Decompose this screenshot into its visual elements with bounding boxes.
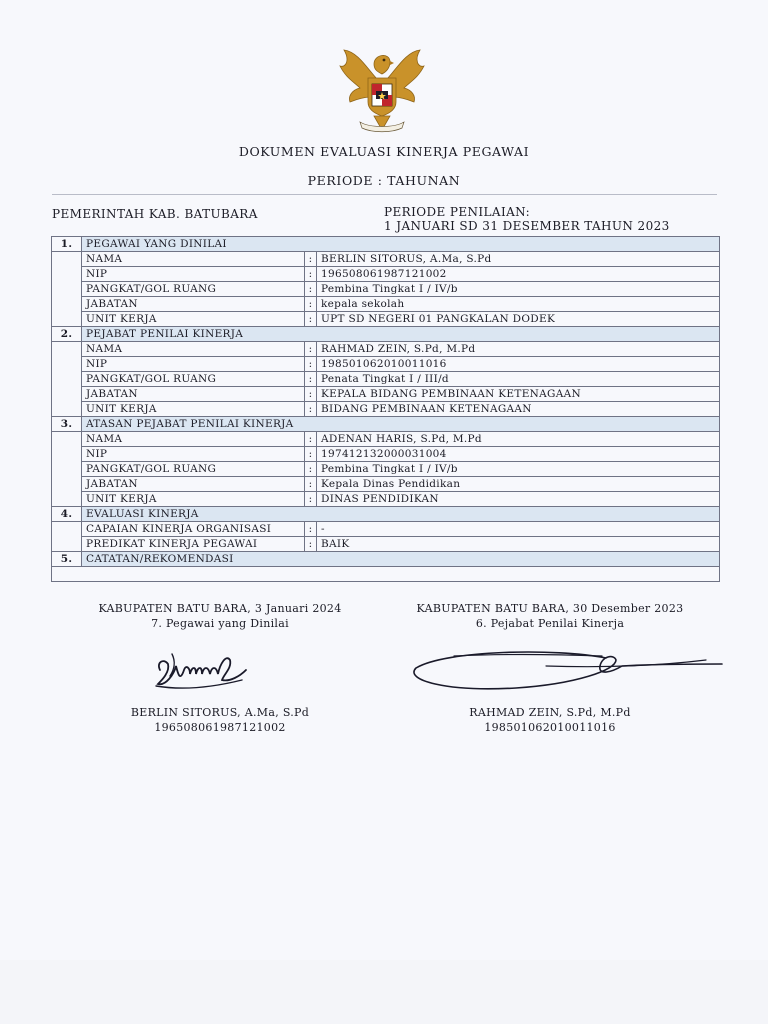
colon: : [305,312,317,327]
colon: : [305,252,317,267]
field-label: NIP [82,267,305,282]
field-value: 197412132000031004 [317,447,720,462]
field-value: Kepala Dinas Pendidikan [317,477,720,492]
pemerintah-label: PEMERINTAH KAB. BATUBARA [52,207,258,221]
periode-penilaian-label: PERIODE PENILAIAN: [384,205,531,219]
colon: : [305,372,317,387]
notes-row [52,567,720,582]
field-value: BAIK [317,537,720,552]
right-signature-icon [406,644,726,700]
table-row [52,357,720,372]
right-place-date: KABUPATEN BATU BARA, 30 Desember 2023 [416,602,684,615]
colon: : [305,342,317,357]
colon: : [305,432,317,447]
field-label: PANGKAT/GOL RUANG [82,462,305,477]
colon: : [305,522,317,537]
evaluation-table [51,236,720,582]
right-signer-name: RAHMAD ZEIN, S.Pd, M.Pd [469,706,631,719]
colon: : [305,402,317,417]
section-title: CATATAN/REKOMENDASI [82,552,720,567]
field-value: 198501062010011016 [317,357,720,372]
section-title: PEGAWAI YANG DINILAI [82,237,720,252]
left-signer-nip: 196508061987121002 [154,721,286,734]
field-value: kepala sekolah [317,297,720,312]
field-label: JABATAN [82,387,305,402]
field-label: JABATAN [82,297,305,312]
table-row [52,537,720,552]
field-value: UPT SD NEGERI 01 PANGKALAN DODEK [317,312,720,327]
field-value: ADENAN HARIS, S.Pd, M.Pd [317,432,720,447]
section-header [52,237,720,252]
section-number: 5. [52,552,82,567]
colon: : [305,267,317,282]
section-title: ATASAN PEJABAT PENILAI KINERJA [82,417,720,432]
divider [52,194,717,195]
section-header [52,507,720,522]
field-label: NAMA [82,432,305,447]
field-label: UNIT KERJA [82,492,305,507]
left-place-date: KABUPATEN BATU BARA, 3 Januari 2024 [98,602,342,615]
garuda-emblem-icon [330,44,434,134]
periode-penilaian-value: 1 JANUARI SD 31 DESEMBER TAHUN 2023 [384,219,670,233]
table-row [52,312,720,327]
document-title: DOKUMEN EVALUASI KINERJA PEGAWAI [238,144,530,159]
field-label: UNIT KERJA [82,402,305,417]
section-number: 2. [52,327,82,342]
colon: : [305,282,317,297]
field-label: PANGKAT/GOL RUANG [82,372,305,387]
table-row [52,462,720,477]
field-value: KEPALA BIDANG PEMBINAAN KETENAGAAN [317,387,720,402]
table-row [52,522,720,537]
periode-label: PERIODE : TAHUNAN [307,173,461,188]
field-label: NAMA [82,342,305,357]
left-role: 7. Pegawai yang Dinilai [151,617,289,630]
table-row [52,387,720,402]
field-label: UNIT KERJA [82,312,305,327]
colon: : [305,357,317,372]
field-value: BERLIN SITORUS, A.Ma, S.Pd [317,252,720,267]
field-label: CAPAIAN KINERJA ORGANISASI [82,522,305,537]
right-role: 6. Pejabat Penilai Kinerja [475,617,625,630]
section-number: 4. [52,507,82,522]
colon: : [305,477,317,492]
section-title: EVALUASI KINERJA [82,507,720,522]
table-row [52,372,720,387]
field-label: NIP [82,357,305,372]
field-value: Penata Tingkat I / III/d [317,372,720,387]
section-header [52,417,720,432]
field-value: DINAS PENDIDIKAN [317,492,720,507]
table-row [52,402,720,417]
field-label: PANGKAT/GOL RUANG [82,282,305,297]
table-row [52,252,720,267]
colon: : [305,492,317,507]
table-row [52,447,720,462]
section-header [52,552,720,567]
field-value: Pembina Tingkat I / IV/b [317,462,720,477]
colon: : [305,537,317,552]
field-label: PREDIKAT KINERJA PEGAWAI [82,537,305,552]
field-value: 196508061987121002 [317,267,720,282]
left-signature-icon [150,640,260,700]
field-value: BIDANG PEMBINAAN KETENAGAAN [317,402,720,417]
section-title: PEJABAT PENILAI KINERJA [82,327,720,342]
table-row [52,492,720,507]
table-row [52,432,720,447]
right-signer-nip: 198501062010011016 [484,721,616,734]
section-number: 1. [52,237,82,252]
section-header [52,327,720,342]
field-value: - [317,522,720,537]
colon: : [305,462,317,477]
field-value: Pembina Tingkat I / IV/b [317,282,720,297]
field-value: RAHMAD ZEIN, S.Pd, M.Pd [317,342,720,357]
field-label: NAMA [82,252,305,267]
colon: : [305,297,317,312]
table-row [52,267,720,282]
field-label: NIP [82,447,305,462]
field-label: JABATAN [82,477,305,492]
colon: : [305,387,317,402]
left-signer-name: BERLIN SITORUS, A.Ma, S.Pd [130,706,310,719]
table-row [52,282,720,297]
table-row [52,477,720,492]
table-row [52,297,720,312]
section-number: 3. [52,417,82,432]
table-row [52,342,720,357]
colon: : [305,447,317,462]
